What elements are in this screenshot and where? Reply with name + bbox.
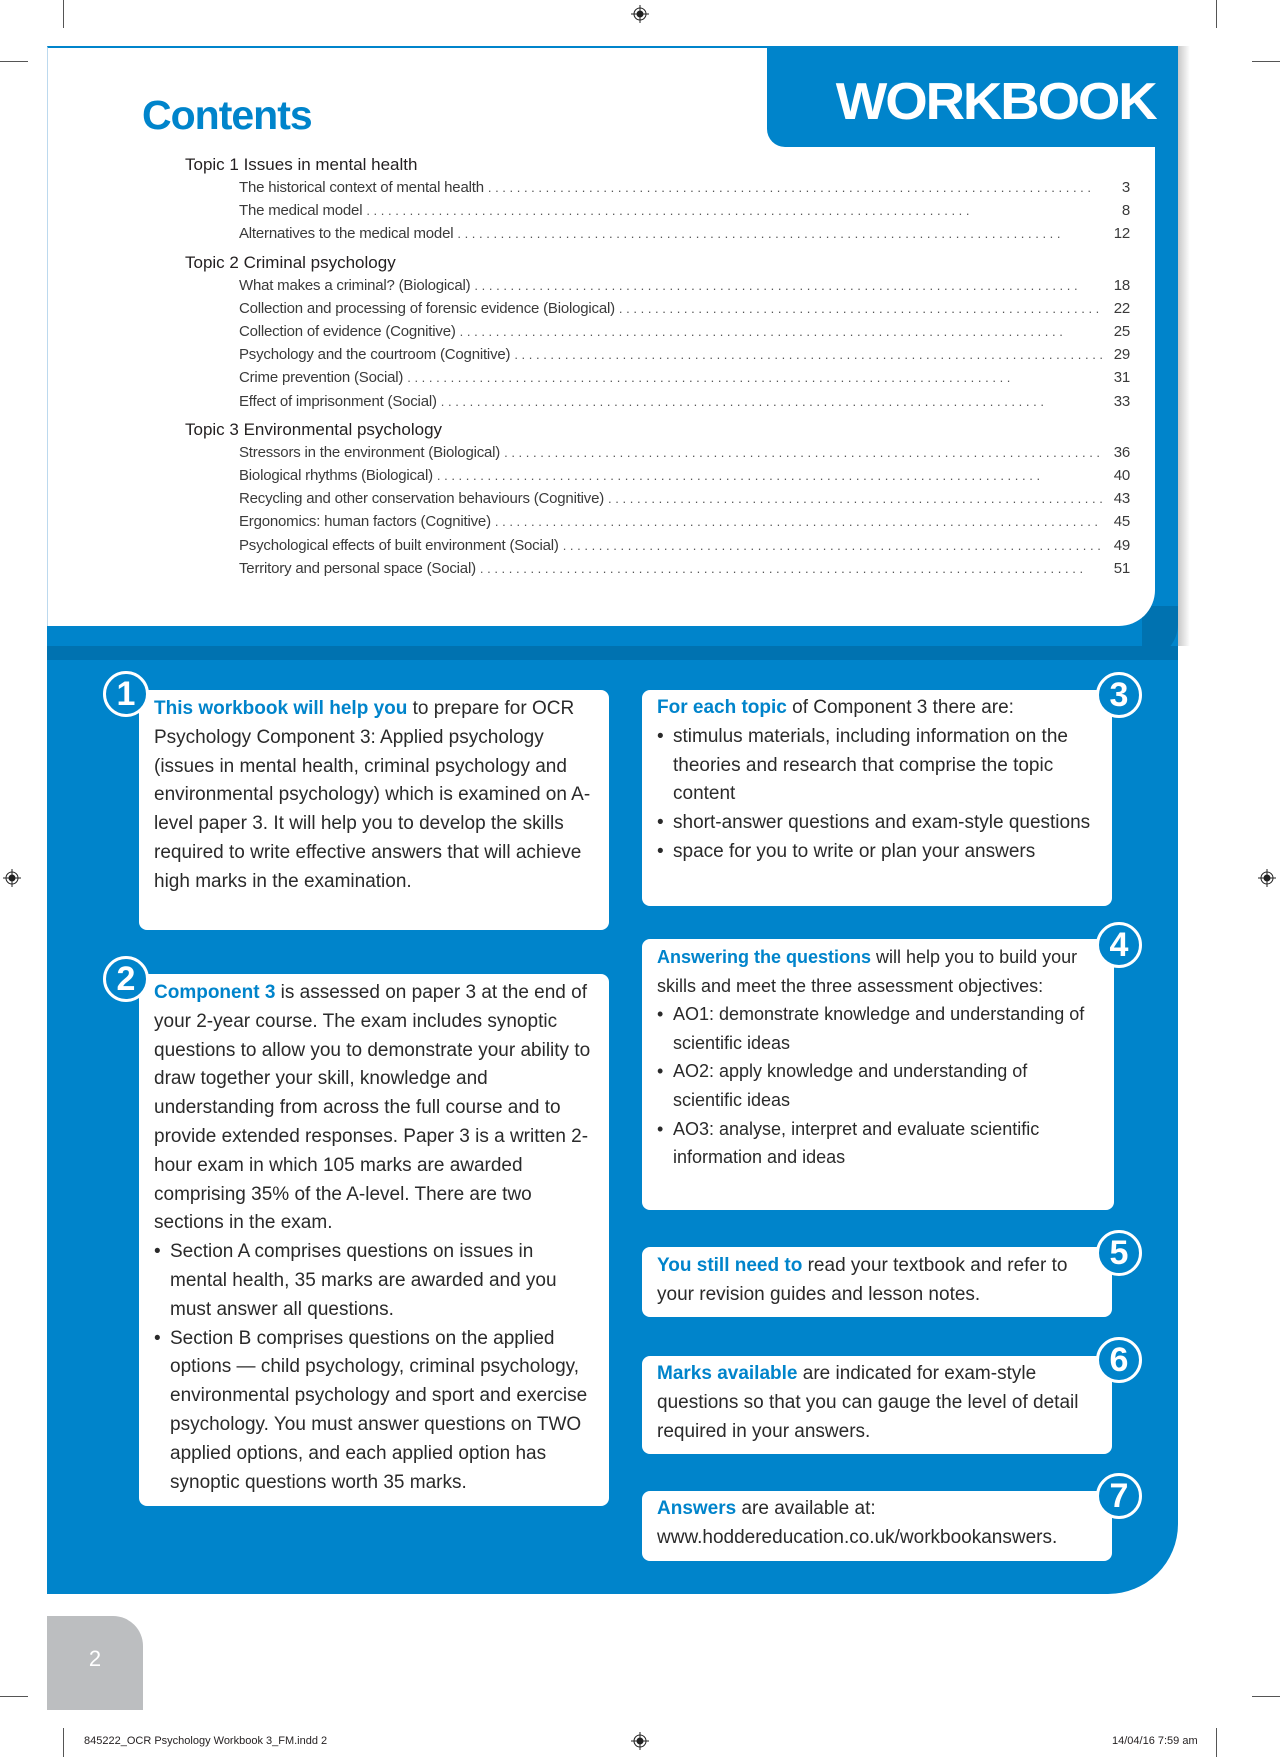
toc-entry[interactable]: [185, 222, 1130, 245]
toc-entry-page: 25: [1113, 323, 1130, 341]
toc-entry-title: Effect of imprisonment (Social): [239, 392, 437, 410]
dot-leader: [457, 222, 1102, 245]
info-box-lead: Answers: [657, 1498, 737, 1519]
registration-mark-icon: [1258, 869, 1276, 887]
toc-entry-title: Collection and processing of forensic evidence (Biological): [239, 299, 615, 317]
toc-entry-title: Psychological effects of built environment (Social): [239, 536, 559, 554]
toc-entry[interactable]: [185, 297, 1130, 320]
toc-entry[interactable]: [185, 487, 1130, 510]
bullet-item: • Section A comprises questions on issues in mental health, 35 marks are awarded and you must answer all questions.: [154, 1238, 595, 1324]
dot-leader: [608, 487, 1102, 510]
toc-entry-page: 49: [1113, 536, 1130, 554]
info-box-lead: This workbook will help you: [154, 698, 408, 719]
info-box-7: [642, 1491, 1112, 1561]
table-of-contents: [185, 154, 1130, 586]
info-box-text: is assessed on paper 3 at the end of your 2-year course. The exam includes synoptic questions to allow you to demonstrate your ability to draw together your skill, knowledge and understanding from across the full course and to provide extended responses. Paper 3 is a written 2-hour exam in which 105 marks are awarded comprising 35% of the A-level. There are two sections in the exam.: [154, 982, 591, 1234]
toc-entry-page: 8: [1121, 202, 1130, 220]
info-box-3: [642, 690, 1112, 906]
toc-entry-page: 3: [1121, 179, 1130, 196]
crop-mark: [63, 1728, 64, 1757]
page-shadow: [1178, 46, 1190, 646]
info-box-text[interactable]: are available at: www.hoddereducation.co.uk/workbookanswers.: [657, 1498, 1058, 1548]
toc-entry-page: 43: [1113, 490, 1130, 508]
info-box-text: of Component 3 there are:: [786, 697, 1014, 718]
info-box-lead: Marks available: [657, 1363, 798, 1384]
toc-entry[interactable]: [185, 199, 1130, 222]
info-box-lead: For each topic: [657, 697, 787, 718]
toc-entry-page: 31: [1113, 369, 1130, 387]
dot-leader: [619, 297, 1102, 320]
crop-mark: [1216, 1728, 1217, 1757]
toc-entry-title: Crime prevention (Social): [239, 369, 404, 387]
toc-entry-page: 36: [1113, 443, 1130, 461]
crop-mark: [1216, 0, 1217, 28]
workbook-banner: [767, 46, 1178, 147]
bullet-item: • stimulus materials, including information on the theories and research that comprise the topic content: [657, 723, 1098, 809]
bullet-item: • space for you to write or plan your answers: [657, 838, 1098, 867]
toc-entry-title: Biological rhythms (Biological): [239, 467, 433, 485]
toc-entry[interactable]: [185, 441, 1130, 464]
info-box-text: read your textbook and refer to your revision guides and lesson notes.: [657, 1255, 1068, 1305]
bullet-list: [657, 1000, 1100, 1172]
number-badge-7: 7: [1096, 1473, 1142, 1519]
dot-leader: [504, 441, 1102, 464]
dot-leader: [437, 464, 1102, 487]
toc-entry[interactable]: [185, 510, 1130, 533]
info-box-5: [642, 1247, 1112, 1317]
toc-topic-heading: Topic 1 Issues in mental health: [185, 155, 418, 174]
page-number-tab: [47, 1616, 143, 1710]
info-box-6: [642, 1356, 1112, 1454]
toc-entry-page: 51: [1113, 559, 1130, 577]
toc-topic: [185, 419, 1130, 580]
bullet-item: • AO2: apply knowledge and understanding of scientific ideas: [657, 1057, 1100, 1114]
toc-entry[interactable]: [185, 320, 1130, 343]
toc-entry[interactable]: [185, 343, 1130, 366]
toc-entry-title: The historical context of mental health: [239, 179, 484, 196]
bullet-item: • short-answer questions and exam-style questions: [657, 809, 1098, 838]
toc-entry[interactable]: [185, 464, 1130, 487]
toc-entry-title: What makes a criminal? (Biological): [239, 276, 471, 294]
page-number: 2: [88, 1646, 102, 1671]
dark-band: [47, 646, 1178, 660]
registration-mark-icon: [631, 1732, 649, 1750]
toc-entry-page: 33: [1113, 392, 1130, 410]
toc-entry-page: 45: [1113, 513, 1130, 531]
toc-entry-page: 40: [1113, 467, 1130, 485]
info-box-lead: Answering the questions: [657, 947, 872, 967]
toc-entry-title: Ergonomics: human factors (Cognitive): [239, 513, 491, 531]
dot-leader: [474, 274, 1102, 297]
bullet-item: • AO3: analyse, interpret and evaluate scientific information and ideas: [657, 1115, 1100, 1172]
crop-mark: [1252, 1696, 1280, 1697]
crop-mark: [0, 61, 28, 62]
dot-leader: [488, 176, 1102, 199]
info-box-4: [642, 939, 1114, 1210]
info-box-text: are indicated for exam-style questions so that you can gauge the level of detail required in your answers.: [657, 1363, 1079, 1442]
toc-entry[interactable]: [185, 274, 1130, 297]
toc-topic: [185, 154, 1130, 246]
page: [47, 46, 1178, 1594]
number-badge-2: 2: [103, 956, 149, 1002]
toc-entry-title: Collection of evidence (Cognitive): [239, 323, 456, 341]
registration-mark-icon: [3, 869, 21, 887]
dot-leader: [480, 557, 1102, 580]
toc-entry-title: Recycling and other conservation behaviours (Cognitive): [239, 490, 605, 508]
page-title: Contents: [142, 92, 312, 138]
dot-leader: [366, 199, 1102, 222]
toc-entry-page: 12: [1113, 225, 1130, 243]
toc-topic-heading: Topic 3 Environmental psychology: [185, 419, 443, 439]
toc-topic: [185, 252, 1130, 413]
info-box-1: [139, 690, 609, 930]
toc-entry[interactable]: [185, 366, 1130, 389]
toc-entry-title: Psychology and the courtroom (Cognitive): [239, 346, 511, 364]
brand-label: WORKBOOK: [836, 73, 1156, 131]
toc-topic-heading: Topic 2 Criminal psychology: [185, 252, 396, 272]
bullet-item: • Section B comprises questions on the applied options — child psychology, criminal psychology, environmental psychology and sport and exercise psychology. You must answer questions on TWO applied options, and each applied option has synoptic questions worth 35 marks.: [154, 1325, 595, 1498]
dot-leader: [514, 343, 1102, 366]
dot-leader: [407, 366, 1102, 389]
crop-mark: [1252, 61, 1280, 62]
number-badge-3: 3: [1096, 672, 1142, 718]
info-box-text: to prepare for OCR Psychology Component 3: Applied psychology (issues in mental health, criminal psychology and environmental psychology) which is examined on A-level paper 3. It will help you to develop the skills required to write effective answers that will achieve high marks in the examination.: [154, 698, 591, 892]
number-badge-1: 1: [103, 671, 149, 717]
number-badge-5: 5: [1096, 1230, 1142, 1276]
toc-entry[interactable]: [185, 390, 1130, 413]
number-badge-6: 6: [1096, 1337, 1142, 1383]
info-box-lead: Component 3: [154, 982, 276, 1003]
crop-mark: [0, 1696, 28, 1697]
registration-mark-icon: [631, 5, 649, 23]
slug-date: 14/04/16 7:59 am: [1112, 1735, 1198, 1747]
number-badge-4: 4: [1096, 922, 1142, 968]
info-box-2: [139, 974, 609, 1506]
bullet-list: [154, 1238, 595, 1497]
info-box-lead: You still need to: [657, 1255, 803, 1276]
info-box-text: will help you to build your skills and meet the three assessment objectives:: [657, 947, 1078, 996]
crop-mark: [63, 0, 64, 28]
toc-entry[interactable]: [185, 176, 1130, 199]
toc-entry-page: 29: [1113, 346, 1130, 364]
bullet-list: [657, 723, 1098, 867]
dot-leader: [441, 390, 1102, 413]
dot-leader: [495, 510, 1102, 533]
toc-entry[interactable]: [185, 534, 1130, 557]
bullet-item: • AO1: demonstrate knowledge and understanding of scientific ideas: [657, 1000, 1100, 1057]
dot-leader: [563, 534, 1102, 557]
toc-entry[interactable]: [185, 557, 1130, 580]
slug-filename: 845222_OCR Psychology Workbook 3_FM.indd 2: [84, 1735, 328, 1747]
toc-entry-title: Territory and personal space (Social): [239, 559, 476, 577]
toc-entry-page: 18: [1113, 276, 1130, 294]
toc-entry-page: 22: [1113, 299, 1130, 317]
dot-leader: [460, 320, 1102, 343]
toc-entry-title: Stressors in the environment (Biological): [239, 443, 501, 461]
toc-entry-title: Alternatives to the medical model: [239, 225, 454, 243]
toc-entry-title: The medical model: [239, 202, 363, 220]
